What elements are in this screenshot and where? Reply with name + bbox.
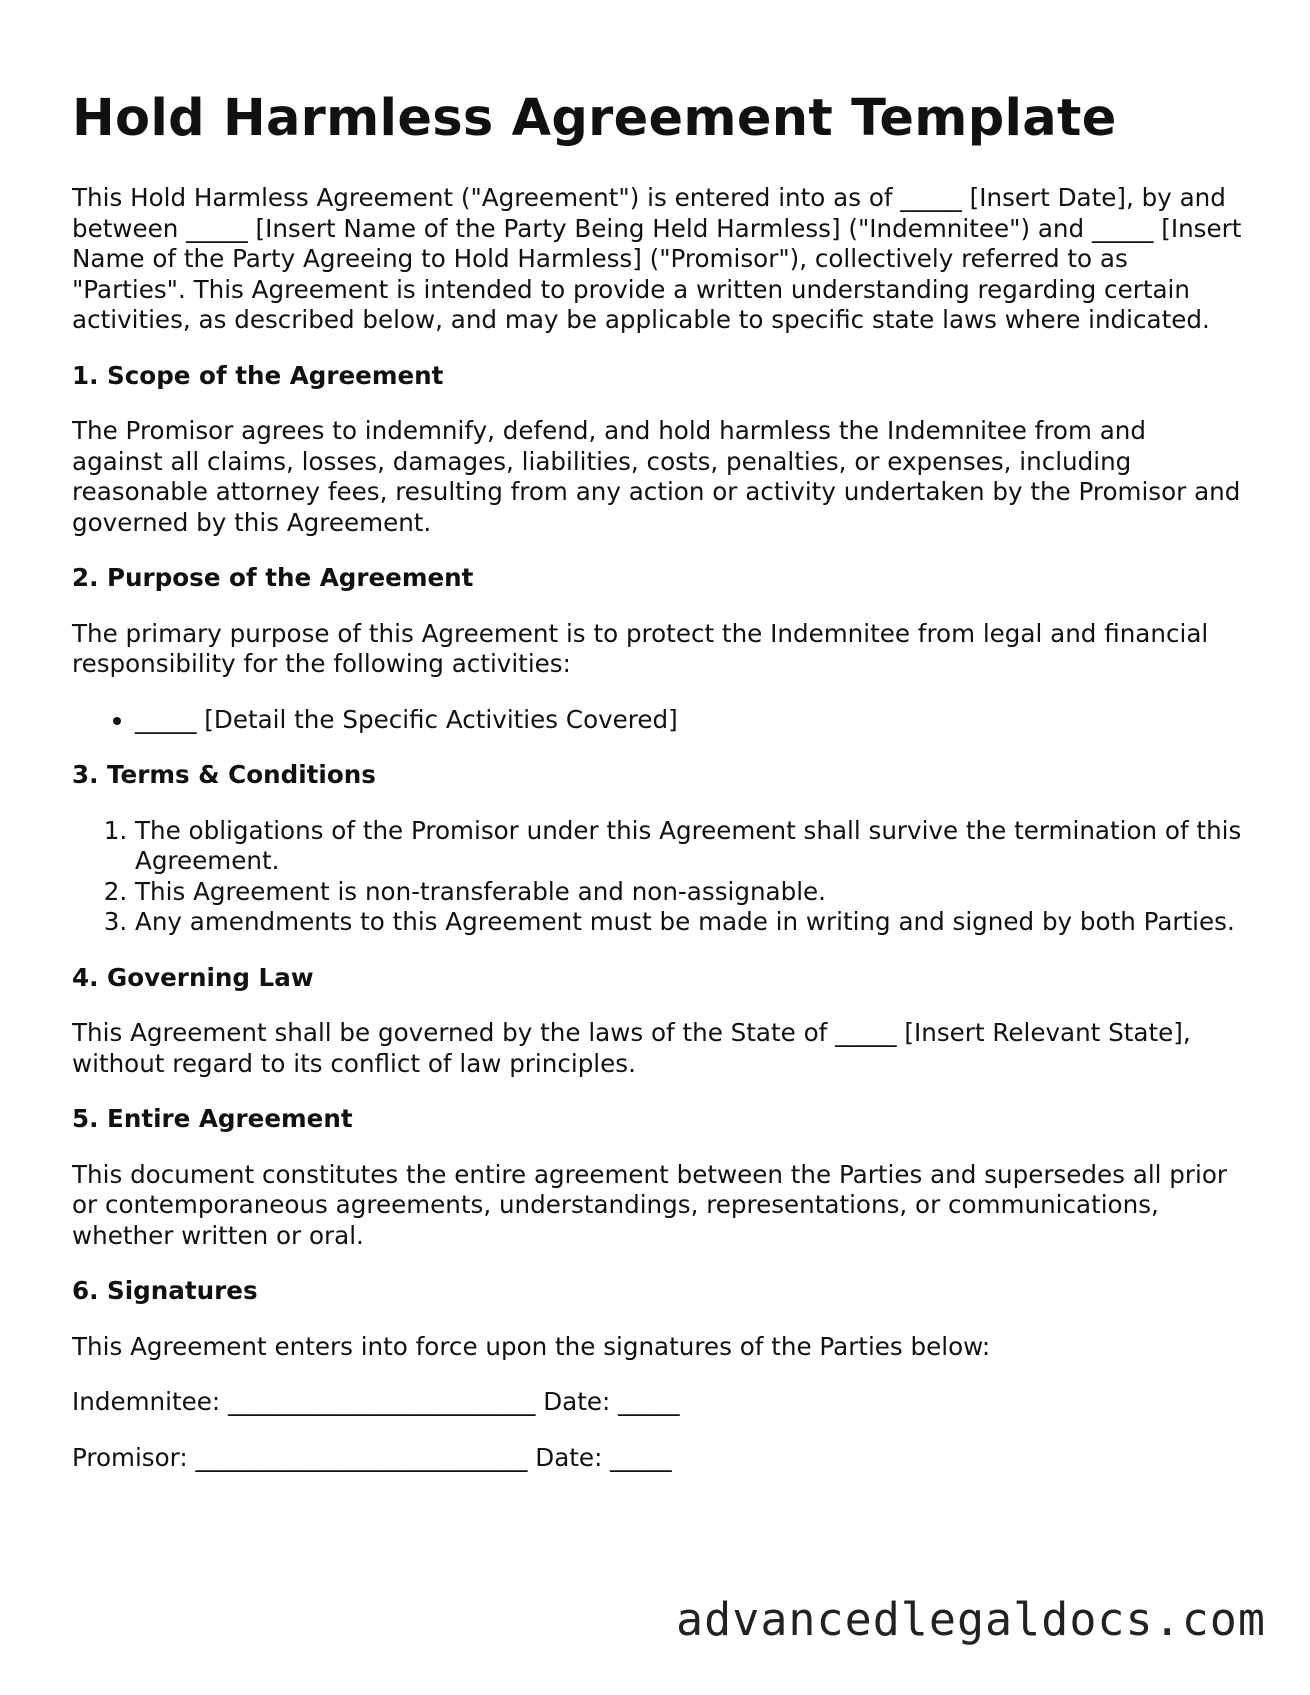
signature-line-promisor: Promisor: ___________________________ Date: _____ <box>72 1442 672 1472</box>
intro-paragraph: This Hold Harmless Agreement ("Agreement") is entered into as of _____ [Insert Date], by and between _____ [Insert Name of the Party Being Held Harmless] ("Indemnitee") and _____ [Insert Name of the Party Agreeing to Hold Harmless] ("Promisor"), collectively referred to as "Parties". This Agreement is intended to provide a written understanding regarding certain activities, as described below, and may be applicable to specific state laws where indicated. <box>72 183 1242 335</box>
list-item: 1. The obligations of the Promisor under this Agreement shall survive the termination of this Agreement. <box>135 816 1242 877</box>
section-text-entire-agreement: This document constitutes the entire agreement between the Parties and supersedes all prior or contemporaneous agreements, understandings, representations, or communications, whether written or oral. <box>72 1159 1228 1250</box>
section-text-purpose: The primary purpose of this Agreement is to protect the Indemnitee from legal and financial responsibility for the following activities: <box>72 618 1209 679</box>
section-text-governing-law: This Agreement shall be governed by the laws of the State of _____ [Insert Relevant State], without regard to its conflict of law principles. <box>72 1018 1191 1078</box>
section-heading-governing-law: 4. Governing Law <box>72 962 314 992</box>
document-title: Hold Harmless Agreement Template <box>72 89 1117 148</box>
section-text-scope: The Promisor agrees to indemnify, defend, and hold harmless the Indemnitee from and against all claims, losses, damages, liabilities, costs, penalties, or expenses, including reasonable attorney fees, resulting from any action or activity undertaken by the Promisor and governed by this Agreement. <box>72 416 1241 537</box>
document-page <box>72 88 1242 1498</box>
section-heading-signatures: 6. Signatures <box>72 1276 258 1306</box>
signature-line-indemnitee: Indemnitee: _________________________ Date: _____ <box>72 1387 680 1417</box>
section-heading-terms: 3. Terms & Conditions <box>72 760 376 790</box>
activities-list <box>72 705 1242 736</box>
terms-list <box>72 816 1242 938</box>
section-heading-entire-agreement: 5. Entire Agreement <box>72 1104 353 1134</box>
section-heading-scope: 1. Scope of the Agreement <box>72 360 444 390</box>
list-item: 2. This Agreement is non-transferable and non-assignable. <box>135 877 1242 908</box>
list-item: 3. Any amendments to this Agreement must be made in writing and signed by both Parties. <box>135 907 1242 938</box>
watermark-brand: advancedlegaldocs.com <box>676 1593 1266 1646</box>
section-heading-purpose: 2. Purpose of the Agreement <box>72 563 474 593</box>
list-item: • _____ [Detail the Specific Activities Covered] <box>135 705 1242 736</box>
section-text-signatures: This Agreement enters into force upon the signatures of the Parties below: <box>72 1331 991 1361</box>
